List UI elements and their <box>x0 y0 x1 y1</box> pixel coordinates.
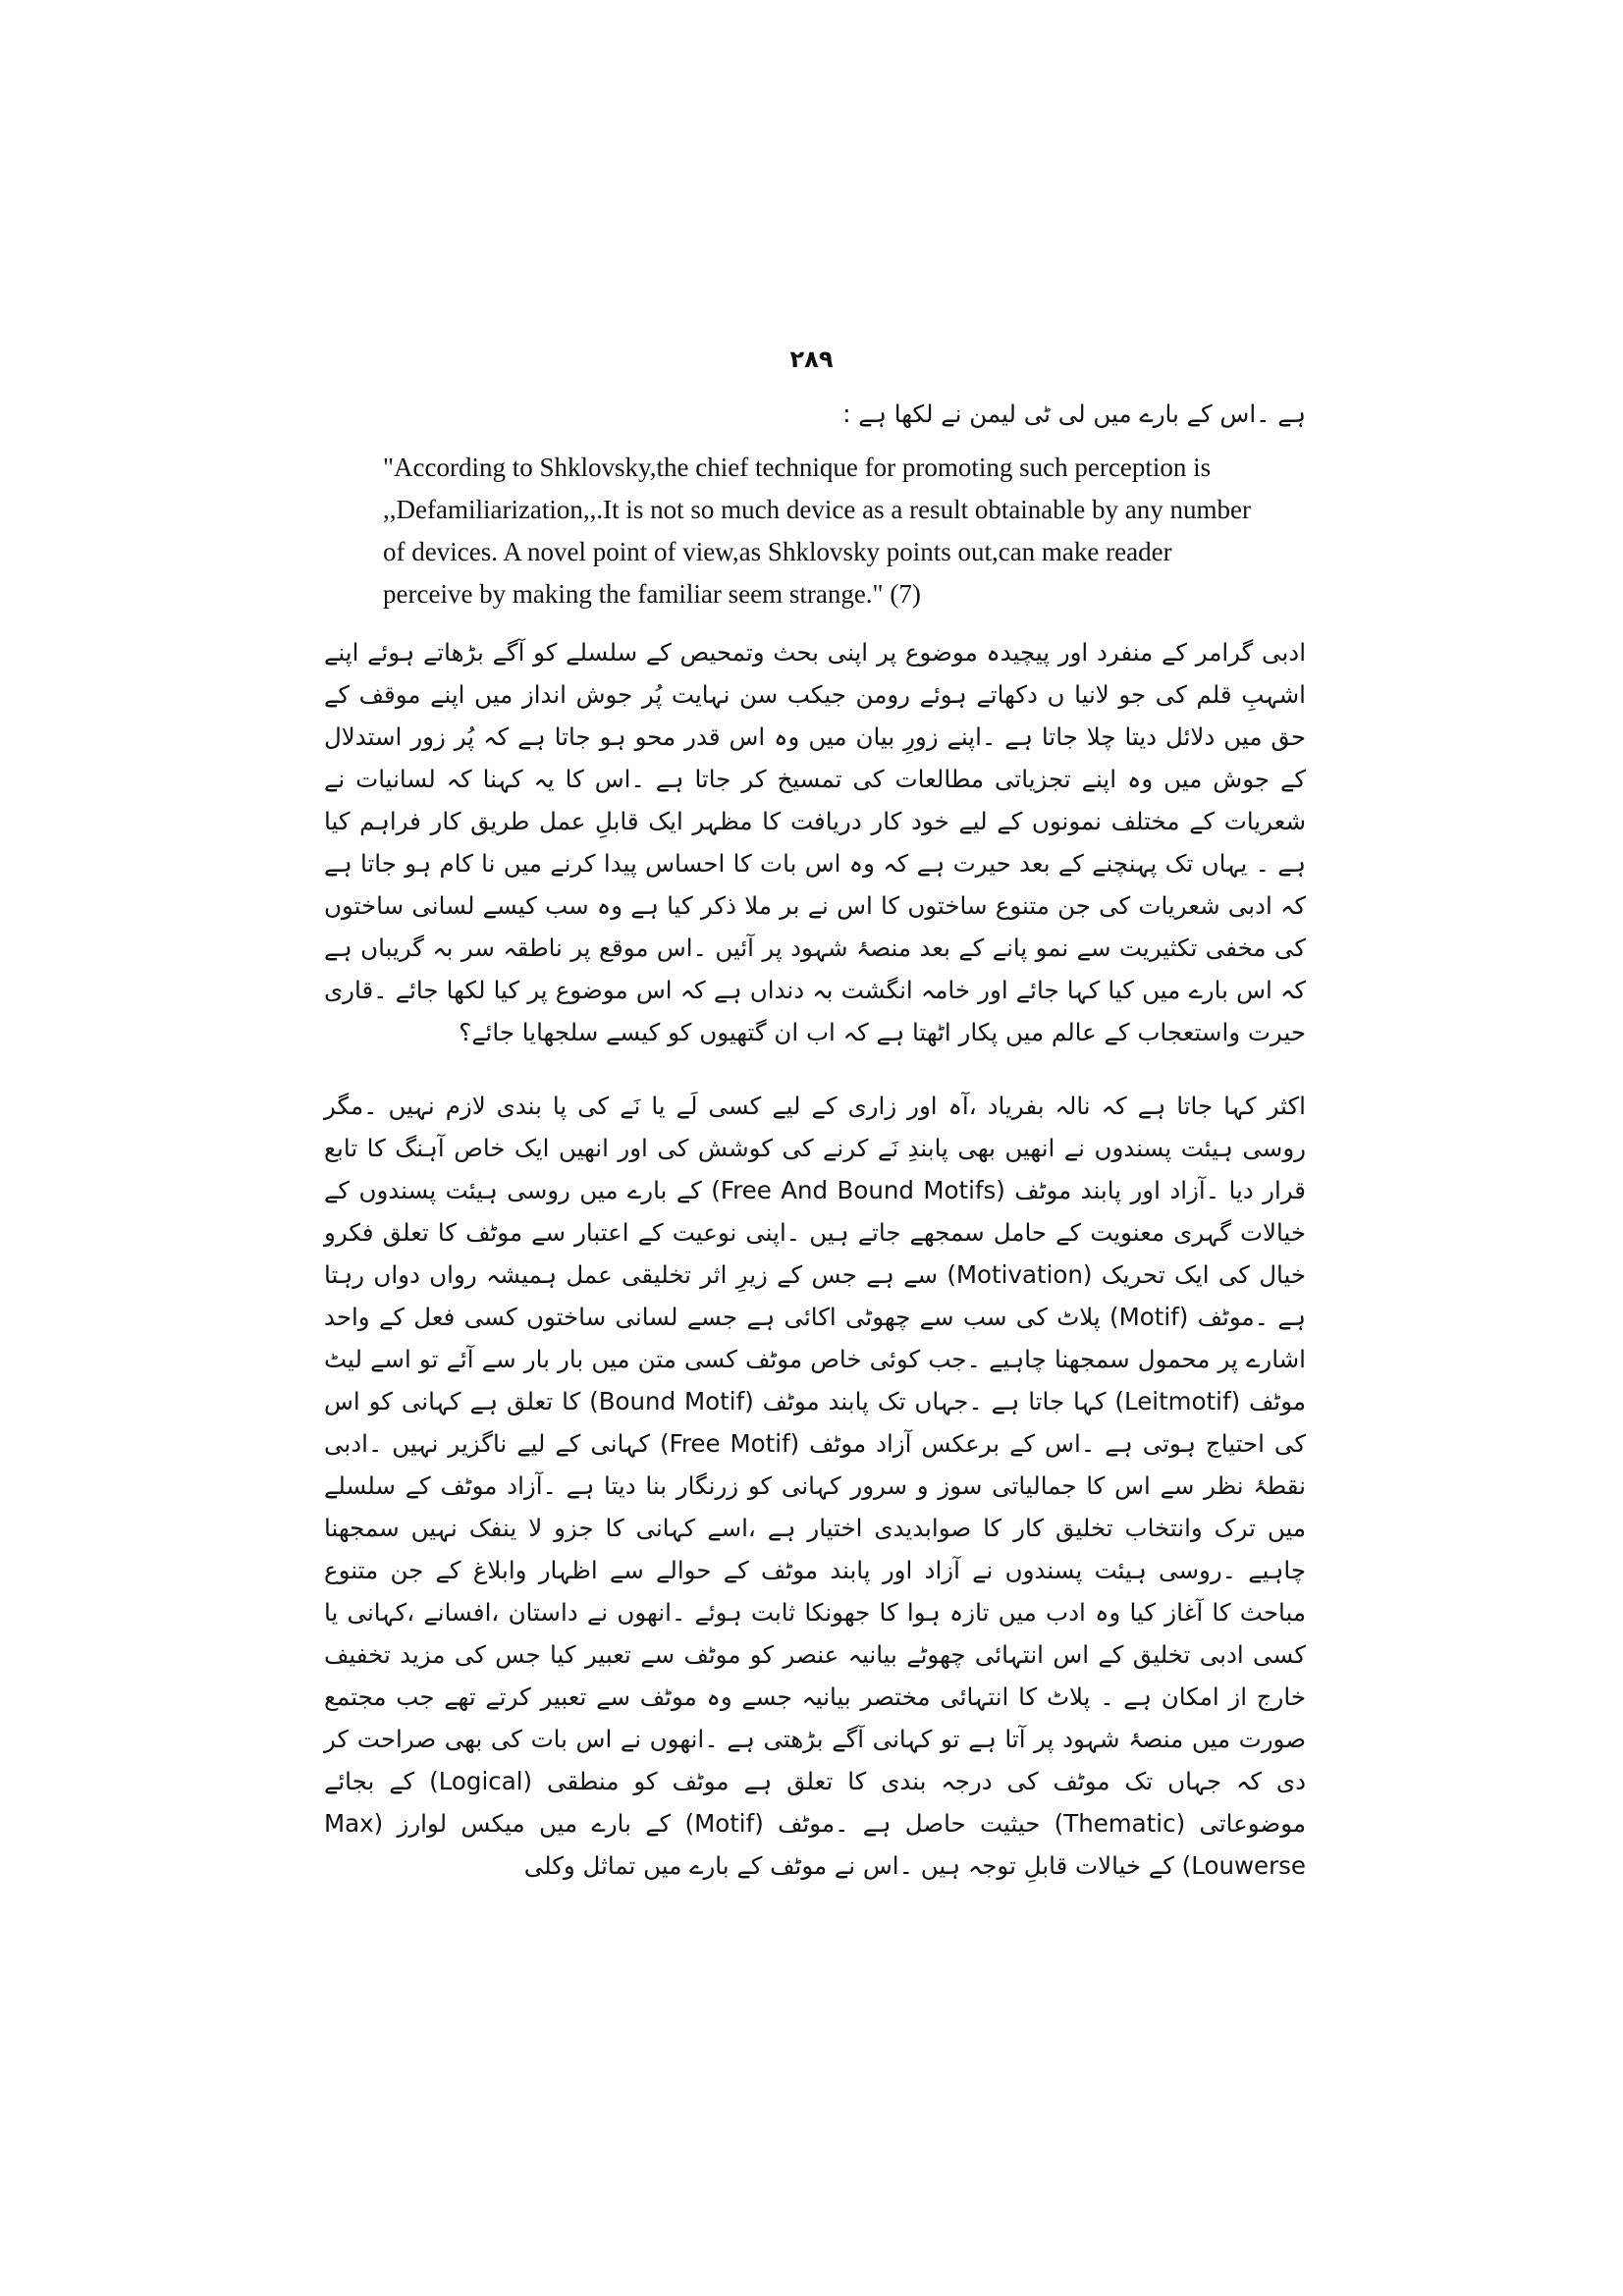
page-number: ۲۸۹ <box>789 346 834 373</box>
paragraph-1: ادبی گرامر کے منفرد اور پیچیدہ موضوع پر اپنی بحث وتمحیص کے سلسلے کو آگے بڑھاتے ہوئے اپنے اشہبِ قلم کی جو لانیا ں دکھاتے ہوئے رومن جیکب سن نہایت پُر جوش انداز میں اپنے موقف کے حق میں دلائل دیتا چلا جاتا ہے ۔اپنے زورِ بیان میں وہ اس قدر محو ہو جاتا ہے کہ پُر زور استدلال کے جوش میں وہ اپنے تجزیاتی مطالعات کی تمسیخ کر جاتا ہے ۔اس کا یہ کہنا کہ لسانیات نے شعریات کے مختلف نمونوں کے لیے خود کار دریافت کا مظہر ایک قابلِ عمل طریق کار فراہم کیا ہے ۔ یہاں تک پہنچنے کے بعد حیرت ہے کہ وہ اس بات کا احساس پیدا کرنے میں نا کام ہو جاتا ہے کہ ادبی شعریات کی جن متنوع ساختوں کا اس نے بر ملا ذکر کیا ہے وہ سب کیسے لسانی ساختوں کی مخفی تکثیریت سے نمو پانے کے بعد منصۂ شہود پر آئیں ۔اس موقع پر ناطقہ سر بہ گریباں ہے کہ اس بارے میں کیا کہا جائے اور خامہ انگشت بہ دنداں ہے کہ اس موضوع پر کیا لکھا جائے ۔قاری حیرت واستعجاب کے عالم میں پکار اٹھتا ہے کہ اب ان گتھیوں کو کیسے سلجھایا جائے؟ <box>324 638 1306 1046</box>
english-block-quote: "According to Shklovsky,the chief technique for promoting such perception is ,,Defamiliarization,,.It is not so much device as a result obtainable by any number of devices. A novel point of view,as Shklovsky points out,can make reader perceive by making the familiar seem strange." (7) <box>383 453 1251 609</box>
intro-line: ہے ۔اس کے بارے میں لی ٹی لیمن نے لکھا ہے : <box>842 400 1306 428</box>
paragraph-2: اکثر کہا جاتا ہے کہ نالہ بفریاد ،آہ اور زاری کے لیے کسی لَے یا نَے کی پا بندی لازم نہیں ۔مگر روسی ہیئت پسندوں نے انھیں بھی پابندِ نَے کرنے کی کوشش کی اور انھیں ایک خاص آہنگ کا تابع قرار دیا ۔آزاد اور پابند موٹف (Free And Bound Motifs) کے بارے میں روسی ہیئت پسندوں کے خیالات گہری معنویت کے حامل سمجھے جاتے ہیں ۔اپنی نوعیت کے اعتبار سے موٹف کا تعلق فکرو خیال کی ایک تحریک (Motivation) سے ہے جس کے زیرِ اثر تخلیقی عمل ہمیشہ رواں دواں رہتا ہے ۔موٹف (Motif) پلاٹ کی سب سے چھوٹی اکائی ہے جسے لسانی ساختوں کسی فعل کے واحد اشارے پر محمول سمجھنا چاہیے ۔جب کوئی خاص موٹف کسی متن میں بار بار سے آئے تو اسے لیٹ موٹف (Leitmotif) کہا جاتا ہے ۔جہاں تک پابند موٹف (Bound Motif) کا تعلق ہے کہانی کو اس کی احتیاج ہوتی ہے ۔اس کے برعکس آزاد موٹف (Free Motif) کہانی کے لیے ناگزیر نہیں ۔ادبی نقطۂ نظر سے اس کا جمالیاتی سوز و سرور کہانی کو زرنگار بنا دیتا ہے ۔آزاد موٹف کے سلسلے میں ترک وانتخاب تخلیق کار کا صوابدیدی اختیار ہے ،اسے کہانی کا جزو لا ینفک نہیں سمجھنا چاہیے ۔روسی ہیئت پسندوں نے آزاد اور پابند موٹف کے حوالے سے اظہار وابلاغ کے جن متنوع مباحث کا آغاز کیا وہ ادب میں تازہ ہوا کا جھونکا ثابت ہوئے ۔انھوں نے داستان ،افسانے ،کہانی یا کسی ادبی تخلیق کے اس انتہائی چھوٹے بیانیہ عنصر کو موٹف سے تعبیر کیا جس کی مزید تخفیف خارج از امکان ہے ۔ پلاٹ کا انتہائی مختصر بیانیہ جسے وہ موٹف سے تعبیر کرتے تھے جب مجتمع صورت میں منصۂ شہود پر آتا ہے تو کہانی آگے بڑھتی ہے ۔انھوں نے اس بات کی بھی صراحت کر دی کہ جہاں تک موٹف کی درجہ بندی کا تعلق ہے موٹف کو منطقی (Logical) کے بجائے موضوعاتی (Thematic) حیثیت حاصل ہے ۔موٹف (Motif) کے بارے میں میکس لوارز (Max Louwerse) کے خیالات قابلِ توجہ ہیں ۔اس نے موٹف کے بارے میں تماثل وکلی <box>324 1092 1307 1880</box>
